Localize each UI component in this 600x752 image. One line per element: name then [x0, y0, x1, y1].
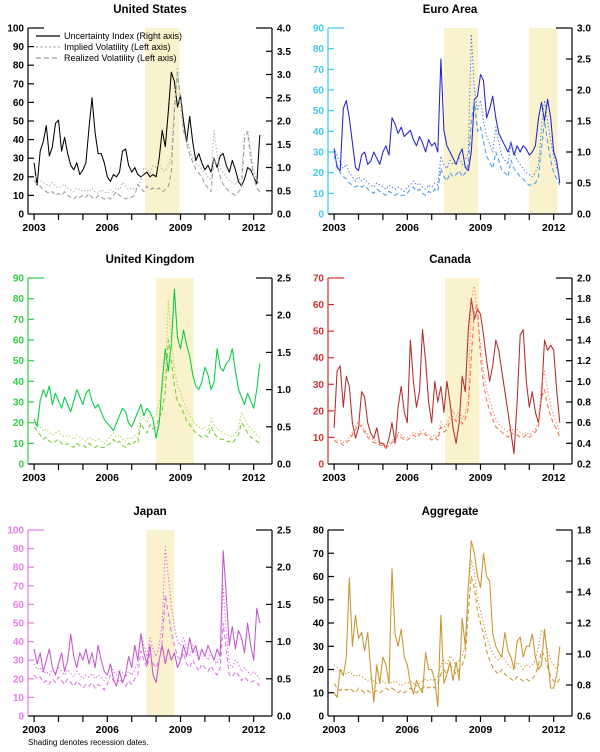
- left-tick-label: 50: [12, 116, 24, 128]
- right-tick-label: 0.8: [577, 397, 591, 409]
- x-tick-label: 2009: [168, 222, 193, 234]
- right-tick-label: 0.0: [277, 711, 291, 723]
- panel-title: Japan: [133, 506, 167, 518]
- series-implied-volatility: [34, 301, 260, 444]
- left-tick-label: 90: [12, 273, 24, 285]
- recession-band: [445, 278, 479, 464]
- x-axis: [22, 464, 272, 484]
- x-tick-label: 2009: [468, 472, 493, 484]
- x-tick-label: 2012: [542, 724, 566, 736]
- left-tick-label: 90: [312, 23, 324, 35]
- left-tick-label: 20: [312, 168, 324, 180]
- left-tick-label: 80: [12, 562, 24, 574]
- left-tick-label: 60: [312, 85, 324, 97]
- right-tick-label: 0.2: [577, 459, 591, 471]
- right-tick-label: 1.0: [277, 163, 291, 174]
- left-tick-label: 0: [318, 459, 324, 471]
- left-tick-label: 20: [12, 172, 24, 184]
- right-axis: [256, 24, 291, 221]
- right-tick-label: 0.4: [577, 438, 591, 450]
- right-tick-label: 1.0: [577, 376, 591, 388]
- x-tick-label: 2006: [395, 724, 419, 736]
- left-tick-label: 80: [12, 60, 24, 72]
- right-axis: [556, 24, 591, 221]
- left-tick-label: 40: [312, 618, 324, 630]
- left-tick-label: 90: [12, 544, 24, 556]
- left-axis: [313, 24, 344, 221]
- chart-panel: [300, 502, 600, 740]
- x-tick-label: 2012: [542, 222, 566, 234]
- x-tick-label: 2012: [542, 472, 566, 484]
- right-tick-label: 2.5: [277, 273, 291, 285]
- right-tick-label: 0.5: [277, 422, 291, 434]
- left-tick-label: 20: [312, 406, 324, 418]
- x-tick-label: 2003: [322, 724, 346, 736]
- x-tick-label: 2012: [242, 472, 266, 484]
- left-tick-label: 40: [312, 126, 324, 138]
- left-tick-label: 60: [312, 572, 324, 583]
- left-tick-label: 40: [12, 376, 24, 388]
- right-tick-label: 4.0: [277, 23, 291, 35]
- x-tick-label: 2012: [242, 724, 266, 736]
- left-tick-label: 0: [18, 209, 24, 221]
- left-tick-label: 40: [312, 353, 324, 365]
- left-tick-label: 50: [12, 618, 24, 630]
- right-tick-label: 1.0: [277, 385, 291, 397]
- panel-title: Aggregate: [421, 506, 479, 518]
- left-tick-label: 10: [12, 692, 24, 704]
- x-tick-label: 2006: [395, 222, 419, 234]
- x-tick-label: 2006: [395, 472, 419, 484]
- series-realized-volatility: [34, 340, 260, 448]
- right-tick-label: 1.2: [577, 618, 591, 630]
- x-axis: [322, 716, 572, 736]
- left-tick-label: 10: [312, 688, 324, 700]
- left-tick-label: 60: [312, 300, 324, 312]
- left-tick-label: 70: [12, 79, 24, 91]
- legend-label: Realized Volatility (Left axis): [64, 53, 177, 63]
- x-axis: [22, 716, 272, 736]
- x-tick-label: 2009: [468, 724, 493, 736]
- right-tick-label: 1.5: [277, 599, 291, 611]
- x-tick-label: 2003: [322, 472, 346, 484]
- right-tick-label: 1.5: [577, 116, 591, 128]
- x-tick-label: 2012: [242, 222, 266, 234]
- left-tick-label: 20: [12, 674, 24, 686]
- chart-canada: [300, 250, 600, 488]
- right-tick-label: 2.5: [577, 54, 591, 66]
- left-tick-label: 30: [312, 379, 324, 391]
- right-tick-label: 2.5: [277, 525, 291, 537]
- left-tick-label: 70: [12, 314, 24, 326]
- right-tick-label: 1.4: [577, 587, 591, 599]
- left-tick-label: 0: [18, 711, 24, 723]
- left-tick-label: 70: [312, 273, 324, 285]
- left-tick-label: 10: [312, 188, 324, 200]
- x-tick-label: 2003: [22, 472, 46, 484]
- right-tick-label: 1.6: [577, 314, 591, 326]
- left-tick-label: 100: [7, 525, 24, 537]
- x-tick-label: 2009: [468, 222, 493, 234]
- right-tick-label: 0.0: [577, 209, 591, 221]
- chart-panel: [300, 0, 600, 238]
- x-tick-label: 2006: [95, 222, 119, 234]
- chart-panel: [0, 0, 300, 238]
- legend-label: Uncertainty Index (Right axis): [64, 31, 183, 41]
- chart-united-kingdom: [0, 250, 300, 488]
- panel-title: United Kingdom: [105, 254, 195, 266]
- right-tick-label: 2.0: [577, 273, 591, 285]
- x-tick-label: 2009: [168, 724, 193, 736]
- x-tick-label: 2006: [95, 724, 119, 736]
- left-tick-label: 60: [12, 599, 24, 611]
- panel-title: United States: [113, 4, 187, 16]
- left-tick-label: 40: [12, 135, 24, 147]
- right-tick-label: 0.0: [277, 459, 291, 471]
- recession-band: [529, 28, 557, 214]
- right-tick-label: 1.5: [277, 139, 291, 151]
- x-axis: [22, 214, 272, 234]
- left-tick-label: 80: [312, 44, 324, 56]
- left-tick-label: 80: [312, 525, 324, 537]
- left-tick-label: 0: [318, 209, 324, 221]
- left-tick-label: 10: [12, 438, 24, 450]
- left-tick-label: 30: [12, 397, 24, 409]
- right-tick-label: 0.6: [577, 418, 591, 430]
- left-tick-label: 0: [318, 711, 324, 723]
- right-tick-label: 1.0: [277, 637, 291, 649]
- left-tick-label: 60: [12, 97, 24, 109]
- left-tick-label: 50: [312, 595, 324, 607]
- left-tick-label: 50: [12, 356, 24, 368]
- chart-panel: [0, 502, 300, 740]
- left-axis: [7, 24, 44, 221]
- right-tick-label: 0.8: [577, 680, 591, 692]
- right-tick-label: 0.5: [577, 178, 591, 190]
- x-tick-label: 2003: [22, 724, 46, 736]
- left-tick-label: 10: [12, 190, 24, 202]
- x-tick-label: 2003: [22, 222, 46, 234]
- right-tick-label: 0.6: [577, 711, 591, 723]
- right-tick-label: 1.4: [577, 335, 591, 347]
- right-tick-label: 0.0: [277, 209, 291, 221]
- left-tick-label: 40: [12, 637, 24, 649]
- right-tick-label: 1.8: [577, 294, 591, 306]
- right-tick-label: 1.2: [577, 356, 591, 368]
- right-tick-label: 3.0: [577, 23, 591, 35]
- left-axis: [313, 526, 344, 723]
- chart-euro-area: [300, 0, 600, 238]
- left-axis: [313, 274, 344, 471]
- right-axis: [556, 274, 591, 471]
- right-tick-label: 2.0: [277, 116, 291, 128]
- left-tick-label: 90: [12, 42, 24, 54]
- legend-label: Implied Volatility (Left axis): [64, 42, 171, 52]
- right-axis: [256, 526, 291, 723]
- chart-japan: [0, 502, 300, 740]
- left-tick-label: 70: [312, 548, 324, 560]
- series-implied-volatility: [334, 560, 560, 686]
- left-tick-label: 50: [312, 106, 324, 118]
- chart-united-states: [0, 0, 300, 238]
- right-axis: [556, 526, 591, 723]
- left-tick-label: 80: [12, 294, 24, 306]
- chart-panel: [300, 250, 600, 488]
- panel-title: Euro Area: [422, 4, 478, 16]
- right-tick-label: 0.5: [277, 674, 291, 686]
- left-tick-label: 100: [7, 23, 24, 35]
- right-tick-label: 0.5: [277, 186, 291, 198]
- left-tick-label: 0: [18, 459, 24, 471]
- left-tick-label: 70: [312, 64, 324, 76]
- right-axis: [256, 274, 291, 471]
- left-tick-label: 50: [312, 326, 324, 338]
- right-tick-label: 1.0: [577, 147, 591, 159]
- left-tick-label: 30: [12, 153, 24, 165]
- left-tick-label: 20: [312, 665, 324, 676]
- right-tick-label: 1.5: [277, 347, 291, 359]
- x-tick-label: 2006: [95, 472, 119, 484]
- left-tick-label: 70: [12, 581, 24, 593]
- right-tick-label: 2.0: [577, 85, 591, 97]
- left-axis: [7, 526, 44, 723]
- right-tick-label: 3.0: [277, 70, 291, 81]
- right-tick-label: 1.8: [577, 525, 591, 537]
- right-tick-label: 1.0: [577, 649, 591, 661]
- right-tick-label: 3.5: [277, 46, 291, 58]
- x-axis: [322, 464, 572, 484]
- series-uncertainty-index: [334, 541, 560, 707]
- chart-aggregate: [300, 502, 600, 740]
- left-tick-label: 30: [312, 641, 324, 653]
- panel-title: Canada: [429, 254, 471, 266]
- left-tick-label: 60: [12, 335, 24, 347]
- x-tick-label: 2009: [168, 472, 193, 484]
- legend: [36, 31, 182, 63]
- left-tick-label: 20: [12, 418, 24, 430]
- right-tick-label: 2.0: [277, 310, 291, 322]
- recession-footnote: Shading denotes recession dates.: [28, 738, 149, 747]
- series-uncertainty-index: [34, 289, 260, 438]
- right-tick-label: 1.6: [577, 556, 591, 568]
- left-tick-label: 30: [312, 147, 324, 159]
- left-tick-label: 10: [312, 432, 324, 444]
- left-axis: [13, 274, 44, 471]
- x-tick-label: 2003: [322, 222, 346, 234]
- right-tick-label: 2.0: [277, 562, 291, 574]
- chart-panel: [0, 250, 300, 488]
- x-axis: [322, 214, 572, 234]
- right-tick-label: 2.5: [277, 93, 291, 105]
- left-tick-label: 30: [12, 655, 24, 667]
